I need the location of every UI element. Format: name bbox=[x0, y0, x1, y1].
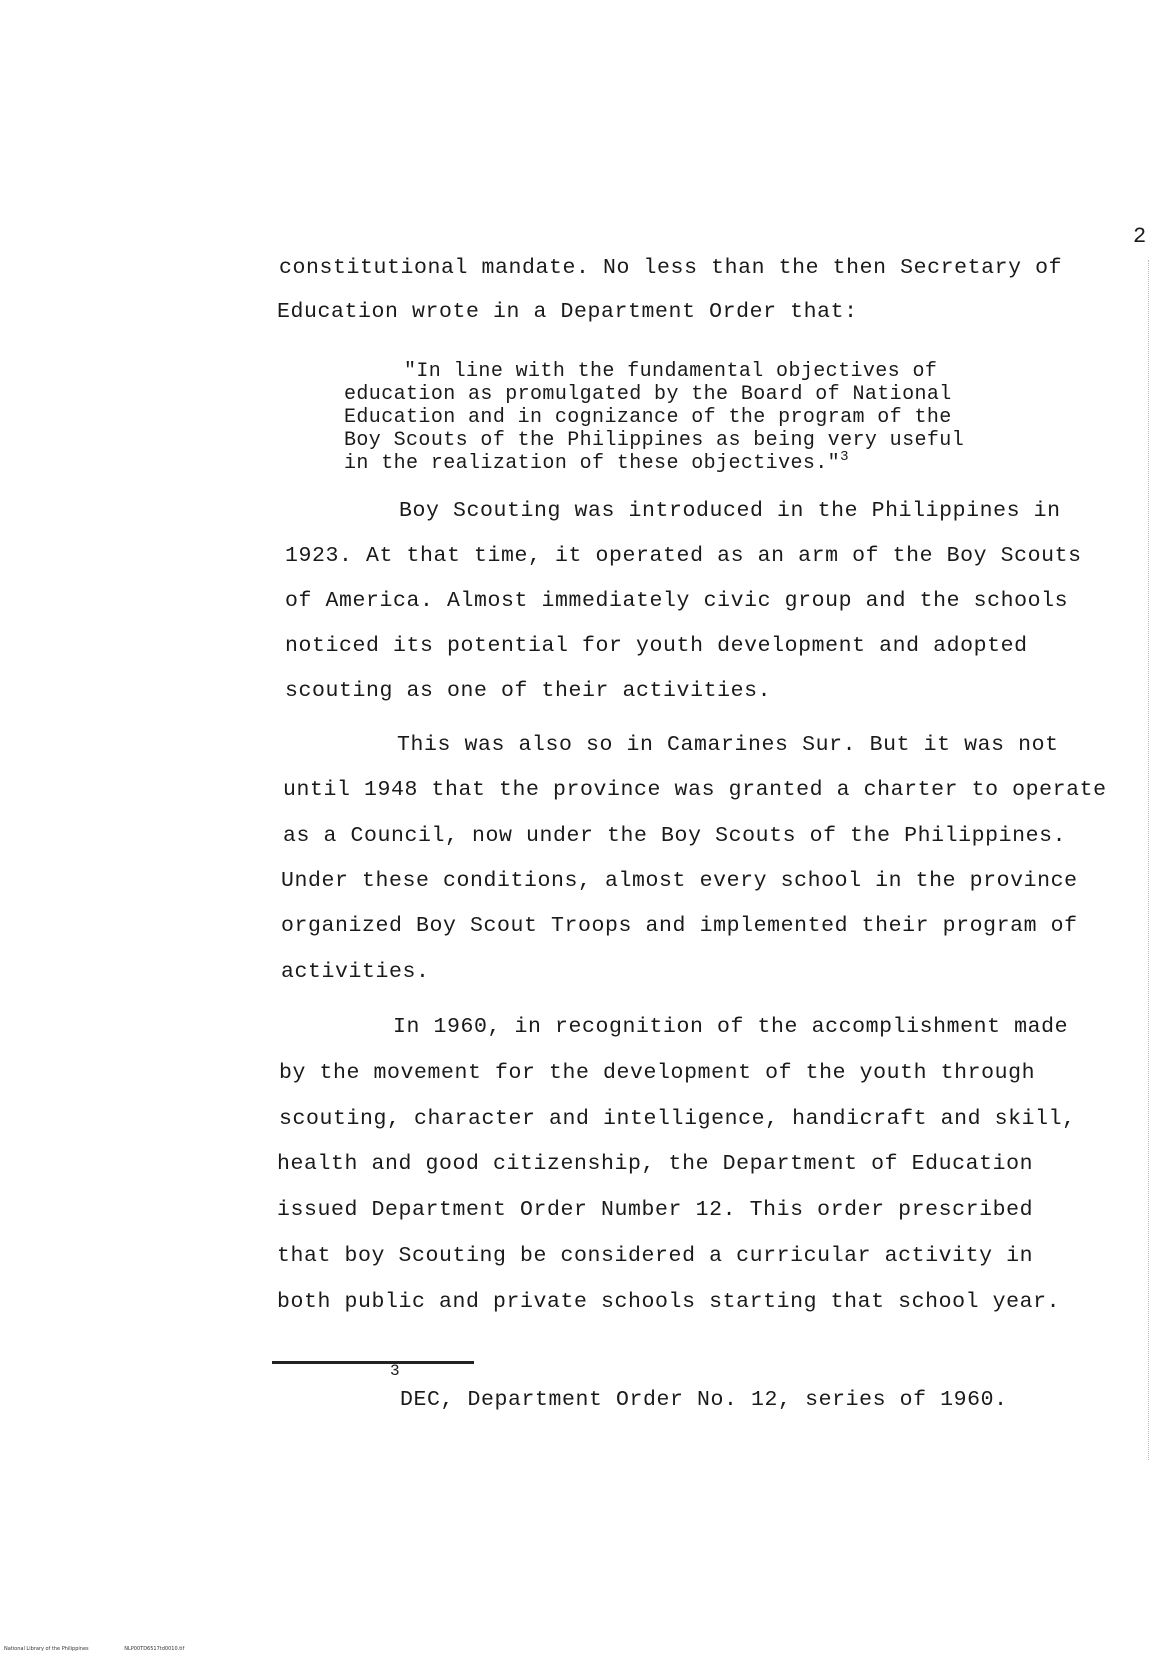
footnote-text: DEC, Department Order No. 12, series of 1960. bbox=[400, 1388, 1008, 1412]
quote-footnote-mark: 3 bbox=[840, 449, 849, 465]
paragraph-line: issued Department Order Number 12. This order prescribed bbox=[277, 1198, 1034, 1222]
quote-line: education as promulgated by the Board of National bbox=[344, 383, 952, 406]
quote-line: Education and in cognizance of the program of the bbox=[344, 406, 952, 429]
paragraph-line: 1923. At that time, it operated as an arm of the Boy Scouts bbox=[285, 544, 1082, 568]
paragraph-line: by the movement for the development of the youth through bbox=[279, 1061, 1036, 1085]
paragraph-line: This was also so in Camarines Sur. But it was not bbox=[397, 733, 1059, 757]
paragraph-line: until 1948 that the province was granted a charter to operate bbox=[283, 778, 1107, 802]
footnote-rule bbox=[272, 1361, 474, 1364]
intro-line: Education wrote in a Department Order that: bbox=[277, 300, 858, 324]
paragraph-line: organized Boy Scout Troops and implemented their program of bbox=[281, 914, 1078, 938]
intro-line: constitutional mandate. No less than the then Secretary of bbox=[279, 256, 1063, 280]
paragraph-line: noticed its potential for youth development and adopted bbox=[285, 634, 1028, 658]
scan-library-label: National Library of the Philippines bbox=[4, 1646, 89, 1652]
quote-line bbox=[344, 449, 849, 475]
page-number: 2 bbox=[1133, 224, 1147, 249]
paragraph-line: scouting as one of their activities. bbox=[285, 679, 772, 703]
paragraph-line: that boy Scouting be considered a curricular activity in bbox=[277, 1244, 1034, 1268]
footnote-mark: 3 bbox=[390, 1362, 400, 1380]
paragraph-line: both public and private schools starting that school year. bbox=[277, 1290, 1061, 1314]
scan-edge bbox=[1148, 260, 1157, 1460]
paragraph-line: scouting, character and intelligence, handicraft and skill, bbox=[279, 1107, 1076, 1131]
paragraph-line: In 1960, in recognition of the accomplishment made bbox=[393, 1015, 1069, 1039]
paragraph-line: activities. bbox=[281, 960, 430, 984]
scan-footer bbox=[4, 1646, 184, 1652]
paragraph-line: as a Council, now under the Boy Scouts of the Philippines. bbox=[283, 824, 1067, 848]
quote-line: Boy Scouts of the Philippines as being very useful bbox=[344, 429, 965, 452]
paragraph-line: of America. Almost immediately civic group and the schools bbox=[285, 589, 1069, 613]
quote-last-text: in the realization of these objectives." bbox=[344, 452, 841, 475]
scan-filename: NLP00TD6517td0010.tif bbox=[124, 1646, 185, 1652]
paragraph-line: health and good citizenship, the Department of Education bbox=[277, 1152, 1034, 1176]
paragraph-line: Under these conditions, almost every school in the province bbox=[281, 869, 1078, 893]
quote-line: "In line with the fundamental objectives of bbox=[404, 360, 938, 383]
paragraph-line: Boy Scouting was introduced in the Philippines in bbox=[399, 499, 1061, 523]
